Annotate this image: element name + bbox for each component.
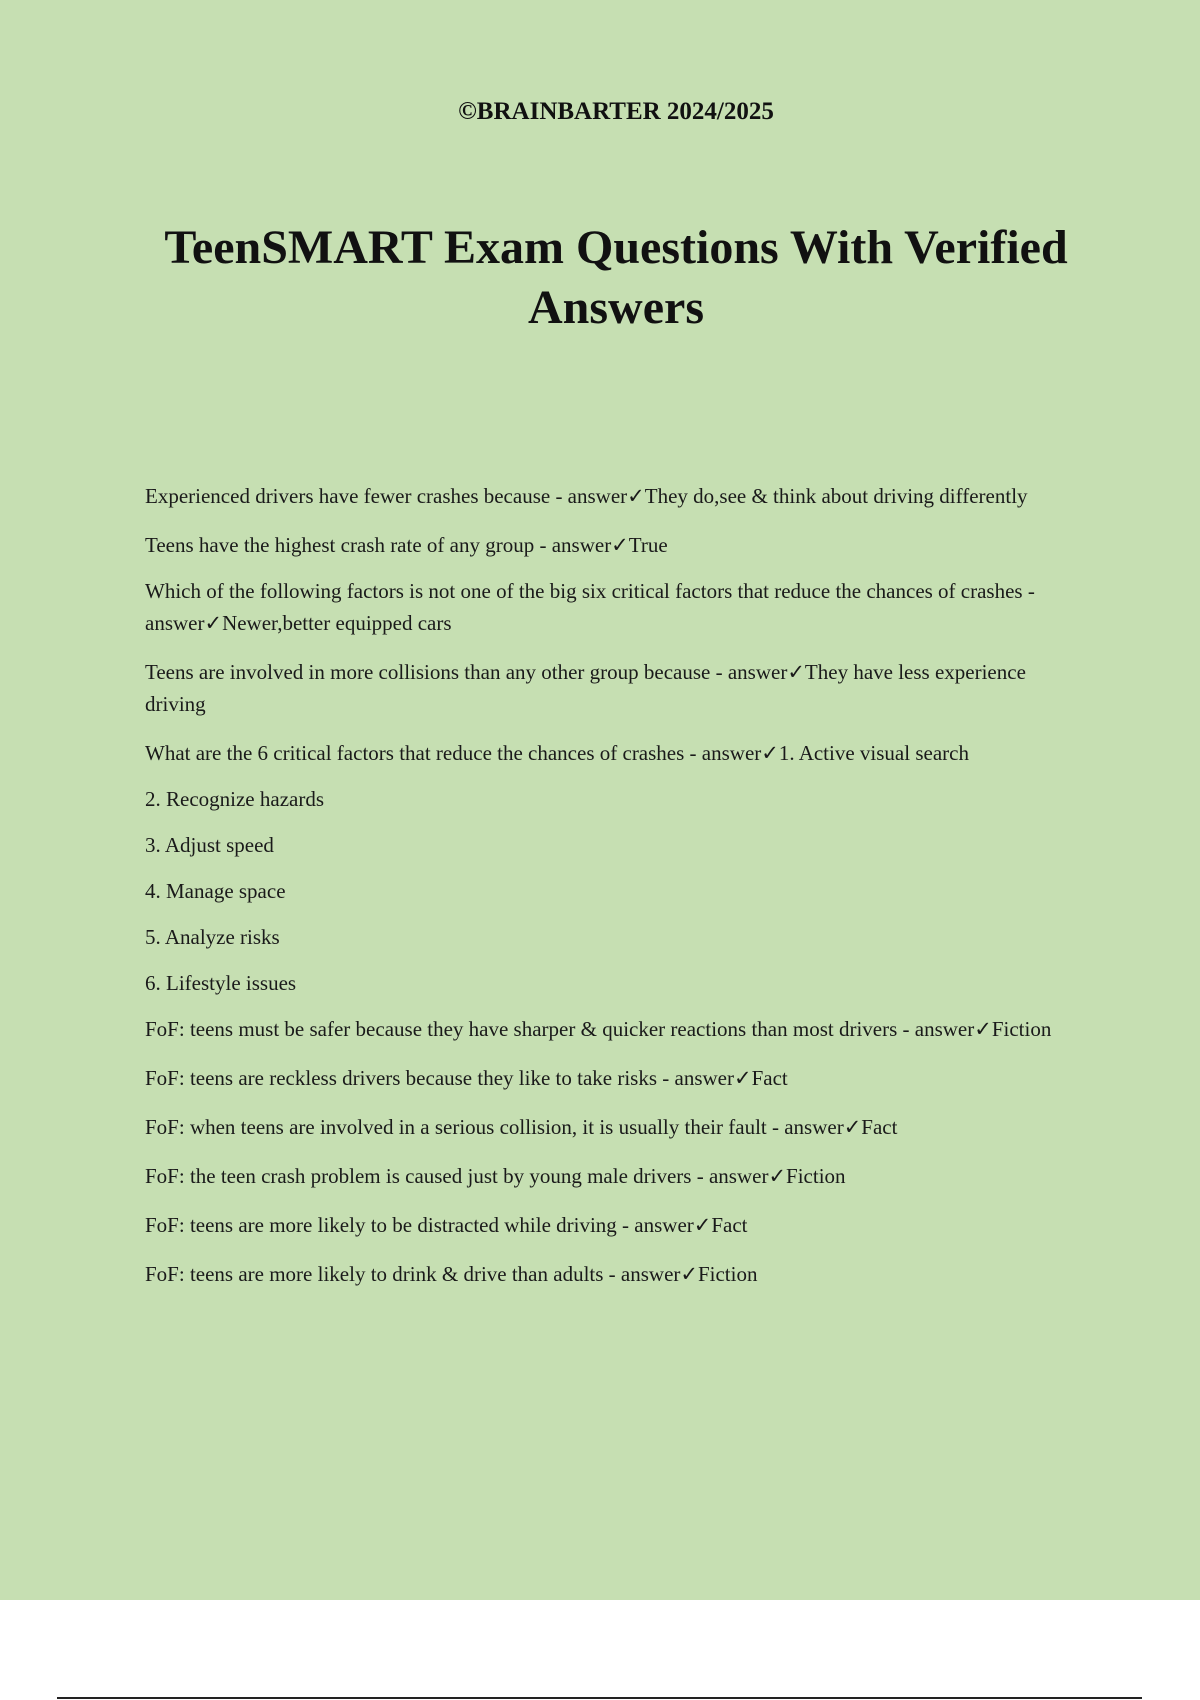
- footer-divider: [57, 1697, 1142, 1699]
- qa-list: [145, 480, 1085, 1307]
- qa-item: 5. Analyze risks: [145, 925, 280, 949]
- qa-item: Teens are involved in more collisions than any other group because - answer✓They have less experience driving: [145, 660, 1026, 716]
- qa-item: 4. Manage space: [145, 879, 286, 903]
- qa-item: FoF: when teens are involved in a serious collision, it is usually their fault - answer✓Fact: [145, 1115, 898, 1139]
- qa-item: What are the 6 critical factors that reduce the chances of crashes - answer✓1. Active visual search: [145, 741, 969, 765]
- qa-item: Teens have the highest crash rate of any group - answer✓True: [145, 533, 668, 557]
- qa-item: FoF: teens must be safer because they have sharper & quicker reactions than most drivers - answer✓Fiction: [145, 1017, 1052, 1041]
- qa-item: FoF: the teen crash problem is caused just by young male drivers - answer✓Fiction: [145, 1164, 846, 1188]
- qa-item: 2. Recognize hazards: [145, 787, 325, 811]
- qa-item: FoF: teens are more likely to drink & drive than adults - answer✓Fiction: [145, 1262, 758, 1286]
- copyright-header: ©BRAINBARTER 2024/2025: [458, 98, 774, 125]
- qa-item: FoF: teens are more likely to be distracted while driving - answer✓Fact: [145, 1213, 748, 1237]
- qa-item: FoF: teens are reckless drivers because they like to take risks - answer✓Fact: [145, 1066, 788, 1090]
- qa-item: 3. Adjust speed: [145, 833, 274, 857]
- qa-item: 6. Lifestyle issues: [145, 971, 297, 995]
- qa-item: Experienced drivers have fewer crashes because - answer✓They do,see & think about driving differently: [145, 484, 1028, 508]
- qa-item: Which of the following factors is not one of the big six critical factors that reduce the chances of crashes - answer✓Newer,better equipped cars: [145, 579, 1035, 635]
- document-title: TeenSMART Exam Questions With Verified Answers: [164, 221, 1068, 334]
